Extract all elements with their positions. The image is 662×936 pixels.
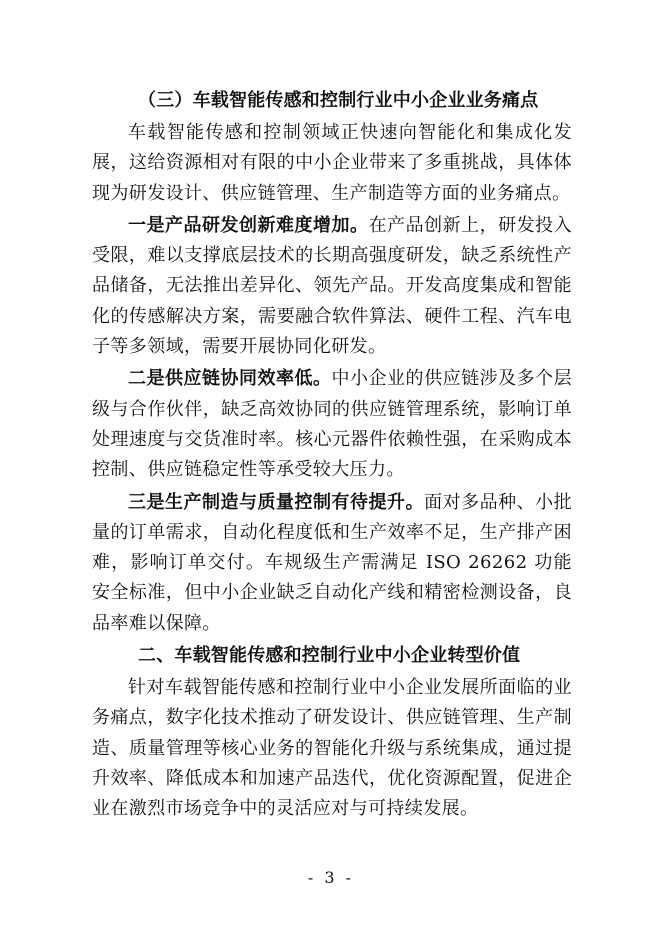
point-paragraph-2 — [92, 364, 572, 485]
point-lead-3: 三是生产制造与质量控制有待提升。 — [128, 491, 425, 513]
point-paragraph-1 — [92, 211, 572, 362]
point-text-2: 中小企业的供应链涉及多个层级与合作伙伴，缺乏高效协同的供应链管理系统，影响订单处理速度与交货准时率。核心元器件依赖性强，在采购成本控制、供应链稳定性等承受较大压力。 — [92, 368, 572, 481]
point-lead-2: 二是供应链协同效率低。 — [128, 368, 332, 390]
point-text-3: 面对多品种、小批量的订单需求，自动化程度低和生产效率不足，生产排产困难，影响订单交付。车规级生产需满足 ISO 26262 功能安全标准，但中小企业缺乏自动化产线和精密检测设备，良品率难以保障。 — [92, 491, 572, 634]
document-body — [92, 86, 572, 825]
section-heading-pain-points: （三）车载智能传感和控制行业中小企业业务痛点 — [138, 90, 539, 111]
section-heading-transformation-value: 二、车载智能传感和控制行业中小企业转型价值 — [138, 645, 521, 667]
conclusion-paragraph: 针对车载智能传感和控制行业中小企业发展所面临的业务痛点，数字化技术推动了研发设计、供应链管理、生产制造、质量管理等核心业务的智能化升级与系统集成，通过提升效率、降低成本和加速产品迭代，优化资源配置，促进企业在激烈市场竞争中的灵活应对与可持续发展。 — [92, 677, 572, 820]
point-paragraph-3 — [92, 488, 572, 639]
page-number: - 3 - — [307, 868, 355, 887]
intro-paragraph: 车载智能传感和控制领域正快速向智能化和集成化发展，这给资源相对有限的中小企业带来了多重挑战，具体体现为研发设计、供应链管理、生产制造等方面的业务痛点。 — [92, 122, 572, 204]
point-text-1: 在产品创新上，研发投入受限，难以支撑底层技术的长期高强度研发，缺乏系统性产品储备，无法推出差异化、领先产品。开发高度集成和智能化的传感解决方案，需要融合软件算法、硬件工程、汽车电子等多领域，需要开展协同化研发。 — [92, 214, 573, 358]
point-lead-1: 一是产品研发创新难度增加。 — [128, 214, 369, 236]
